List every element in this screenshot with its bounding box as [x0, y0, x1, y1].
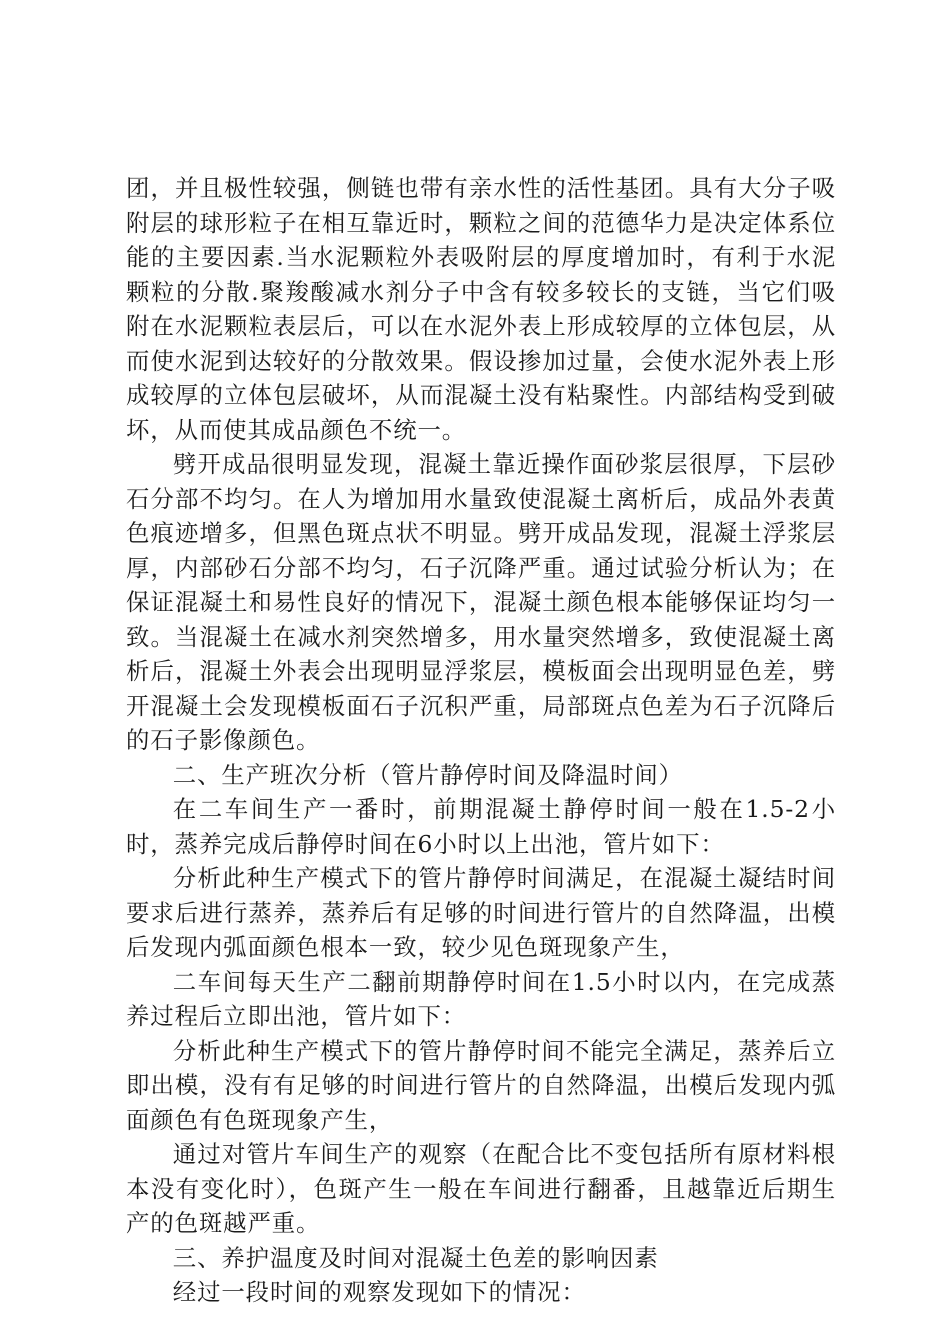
paragraph-2: 劈开成品很明显发现，混凝土靠近操作面砂浆层很厚，下层砂石分部不均匀。在人为增加用水量致使混凝土离析后，成品外表黄色痕迹增多，但黑色斑点状不明显。劈开成品发现，混凝土浮浆层厚，内部砂石分部不均匀，石子沉降严重。通过试验分析认为；在保证混凝土和易性良好的情况下，混凝土颜色根本能够保证均匀一致。当混凝土在减水剂突然增多，用水量突然增多，致使混凝土离析后，混凝土外表会出现明显浮浆层，模板面会出现明显色差，劈开混凝土会发现模板面石子沉积严重，局部斑点色差为石子沉降后的石子影像颜色。 [126, 450, 836, 754]
section-heading-3: 三、养护温度及时间对混凝土色差的影响因素 [172, 1243, 659, 1272]
paragraph-5: 二车间每天生产二翻前期静停时间在1.5小时以内，在完成蒸养过程后立即出池，管片如下： [126, 967, 836, 1030]
paragraph-6: 分析此种生产模式下的管片静停时间不能完全满足，蒸养后立即出模，没有有足够的时间进行管片的自然降温，出模后发现内弧面颜色有色斑现象产生， [126, 1036, 836, 1134]
paragraph-8: 经过一段时间的观察发现如下的情况： [172, 1278, 586, 1306]
paragraph-7: 通过对管片车间生产的观察（在配合比不变包括所有原材料根本没有变化时），色斑产生一般在车间进行翻番，且越靠近后期生产的色斑越严重。 [126, 1140, 836, 1237]
paragraph-3: 在二车间生产一番时，前期混凝土静停时间一般在1.5-2小时，蒸养完成后静停时间在6小时以上出池，管片如下： [126, 795, 836, 858]
paragraph-1: 团，并且极性较强，侧链也带有亲水性的活性基团。具有大分子吸附层的球形粒子在相互靠近时，颗粒之间的范德华力是决定体系位能的主要因素.当水泥颗粒外表吸附层的厚度增加时，有利于水泥颗粒的分散.聚羧酸减水剂分子中含有较多较长的支链，当它们吸附在水泥颗粒表层后，可以在水泥外表上形成较厚的立体包层，从而使水泥到达较好的分散效果。假设掺加过量，会使水泥外表上形成较厚的立体包层破坏，从而混凝土没有粘聚性。内部结构受到破坏，从而使其成品颜色不统一。 [126, 174, 836, 444]
body-text [126, 171, 836, 1310]
paragraph-4: 分析此种生产模式下的管片静停时间满足，在混凝土凝结时间要求后进行蒸养，蒸养后有足够的时间进行管片的自然降温，出模后发现内弧面颜色根本一致，较少见色斑现象产生， [126, 864, 836, 961]
section-heading-2: 二、生产班次分析（管片静停时间及降温时间） [172, 760, 683, 789]
